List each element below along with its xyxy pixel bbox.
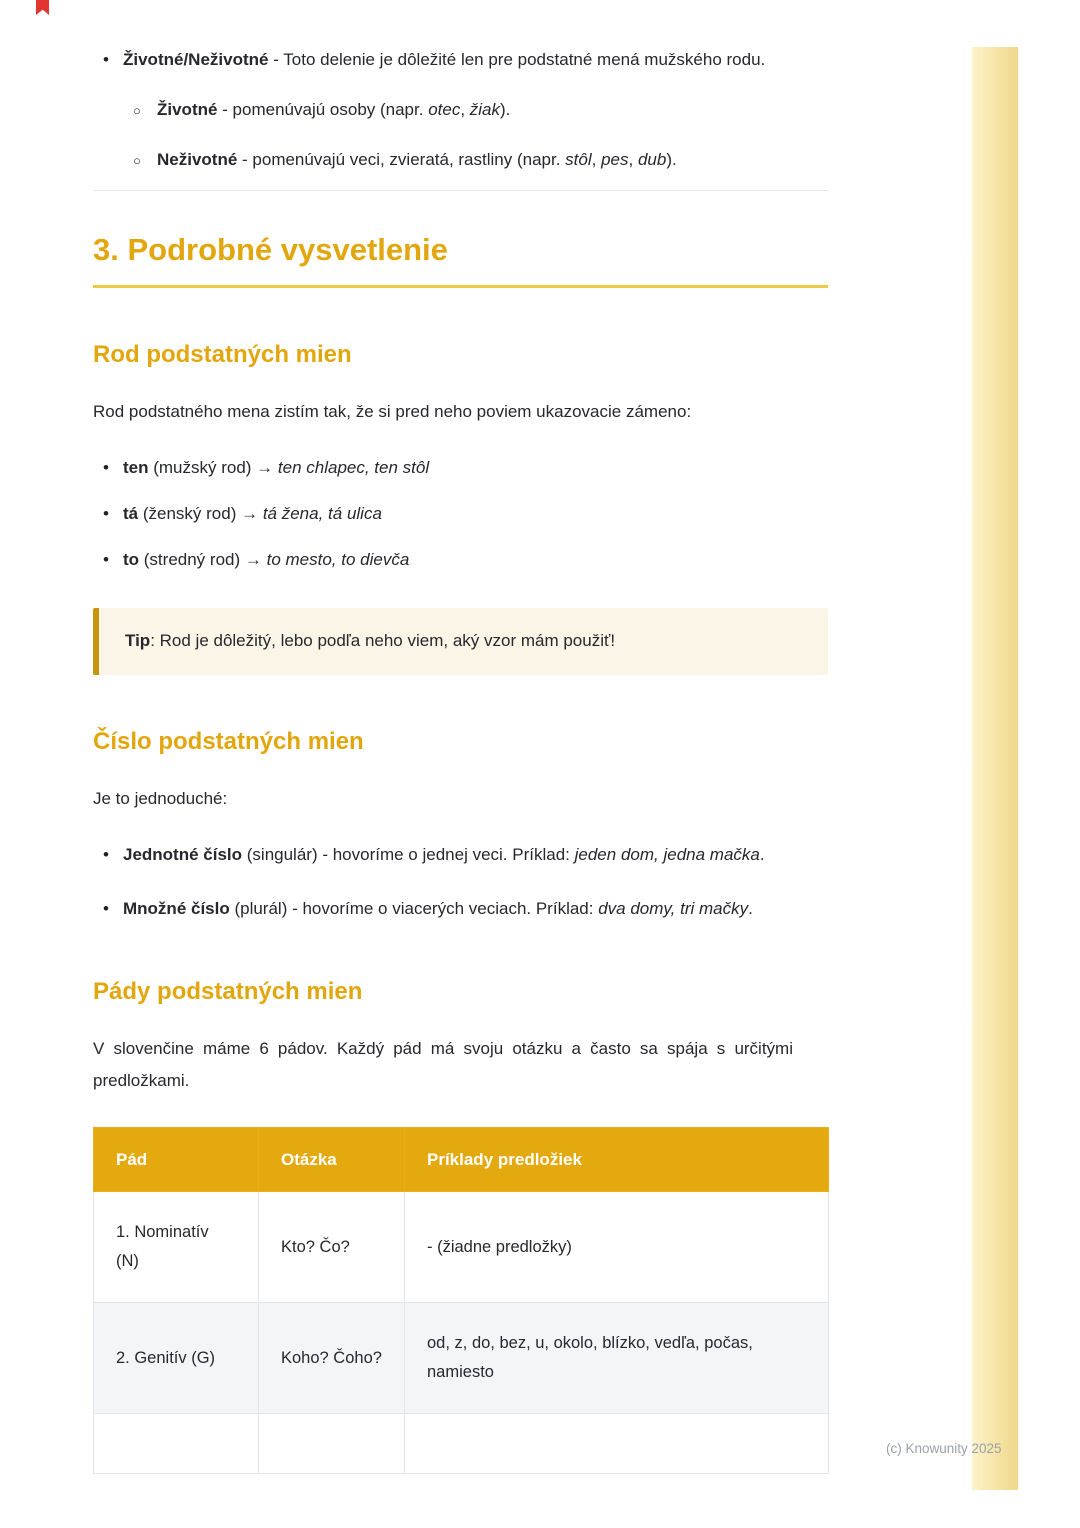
example-phrase: jeden dom, jedna mačka bbox=[574, 845, 760, 864]
separator-text: , bbox=[460, 100, 470, 119]
term-description: (stredný rod) → bbox=[139, 550, 267, 569]
term-label: Životné/Neživotné bbox=[123, 50, 269, 69]
subsection-heading-cislo: Číslo podstatných mien bbox=[93, 728, 364, 755]
table-cell-pad: 1. Nominatív (N) bbox=[94, 1192, 259, 1303]
animacy-list bbox=[93, 44, 828, 176]
closing-text: ). bbox=[500, 100, 511, 119]
list-item-text bbox=[123, 44, 788, 76]
example-word: žiak bbox=[469, 100, 501, 119]
list-item-text bbox=[123, 498, 788, 530]
example-word: otec bbox=[428, 100, 461, 119]
table-header-pad: Pád bbox=[94, 1128, 259, 1192]
list-item-text bbox=[157, 144, 822, 176]
subsection-heading-pady: Pády podstatných mien bbox=[93, 978, 363, 1005]
tip-callout bbox=[93, 608, 828, 675]
section-divider bbox=[93, 190, 828, 191]
table-cell-otazka: Koho? Čoho? bbox=[259, 1303, 405, 1414]
subsection-heading-rod: Rod podstatných mien bbox=[93, 341, 352, 368]
table-cell-predlozky: - (žiadne predložky) bbox=[405, 1192, 829, 1303]
table-header-otazka: Otázka bbox=[259, 1128, 405, 1192]
table-header-row bbox=[94, 1128, 829, 1192]
cases-table bbox=[93, 1127, 829, 1474]
example-phrase: ten chlapec, ten stôl bbox=[277, 458, 430, 477]
list-item-text bbox=[123, 839, 788, 871]
footer-credit: (c) Knowunity 2025 bbox=[886, 1441, 1002, 1456]
term-description: (mužský rod) → bbox=[148, 458, 278, 477]
table-cell-predlozky: od, z, do, bez, u, okolo, blízko, vedľa, počas, namiesto bbox=[405, 1303, 829, 1414]
term-label: Jednotné číslo bbox=[123, 845, 243, 864]
list-item bbox=[123, 94, 828, 126]
example-phrase: dva domy, tri mačky bbox=[598, 899, 749, 918]
paragraph: V slovenčine máme 6 pádov. Každý pád má svoju otázku a často sa spája s určitými predložkami. bbox=[93, 1039, 793, 1090]
table-head bbox=[94, 1128, 829, 1192]
term-label: tá bbox=[123, 504, 139, 523]
number-list bbox=[93, 839, 828, 925]
table-cell-otazka bbox=[259, 1414, 405, 1474]
term-label: Množné číslo bbox=[123, 899, 230, 918]
list-item-text bbox=[157, 94, 822, 126]
table-header-predlozky: Príklady predložiek bbox=[405, 1128, 829, 1192]
table-cell-predlozky bbox=[405, 1414, 829, 1474]
paragraph: Je to jednoduché: bbox=[93, 789, 228, 808]
term-description: (ženský rod) → bbox=[138, 504, 263, 523]
paragraph: Rod podstatného mena zistím tak, že si pred neho poviem ukazovacie zámeno: bbox=[93, 402, 692, 421]
example-phrase: tá žena, tá ulica bbox=[262, 504, 382, 523]
table-body bbox=[94, 1192, 829, 1474]
list-item bbox=[93, 498, 828, 530]
term-label: ten bbox=[123, 458, 149, 477]
list-item bbox=[93, 452, 828, 484]
list-item bbox=[93, 44, 828, 176]
term-description: - pomenúvajú osoby (napr. bbox=[217, 100, 429, 119]
example-word: dub bbox=[637, 150, 667, 169]
closing-text: . bbox=[748, 899, 753, 918]
term-description: - pomenúvajú veci, zvieratá, rastliny (napr. bbox=[237, 150, 566, 169]
list-item bbox=[93, 893, 828, 925]
tip-label: Tip bbox=[125, 631, 151, 650]
closing-text: ). bbox=[666, 150, 677, 169]
example-word: stôl bbox=[565, 150, 592, 169]
section-heading: 3. Podrobné vysvetlenie bbox=[93, 231, 828, 288]
example-phrase: to mesto, to dievča bbox=[266, 550, 410, 569]
separator-text: , bbox=[591, 150, 602, 169]
table-row bbox=[94, 1303, 829, 1414]
document-content bbox=[93, 44, 828, 1474]
table-row bbox=[94, 1192, 829, 1303]
tip-text: : Rod je dôležitý, lebo podľa neho viem, aký vzor mám použiť! bbox=[150, 631, 616, 650]
table-row bbox=[94, 1414, 829, 1474]
table-cell-otazka: Kto? Čo? bbox=[259, 1192, 405, 1303]
list-item-text bbox=[123, 452, 788, 484]
gender-list bbox=[93, 452, 828, 576]
table-cell-pad: 2. Genitív (G) bbox=[94, 1303, 259, 1414]
list-item-text bbox=[123, 544, 788, 576]
term-description: (plurál) - hovoríme o viacerých veciach. Príklad: bbox=[229, 899, 599, 918]
term-label: Životné bbox=[157, 100, 218, 119]
term-label: Neživotné bbox=[157, 150, 238, 169]
closing-text: . bbox=[759, 845, 765, 864]
red-corner-mark bbox=[36, 0, 49, 15]
list-item bbox=[93, 544, 828, 576]
animacy-sub-list bbox=[123, 94, 828, 176]
list-item bbox=[123, 144, 828, 176]
term-description: (singulár) - hovoríme o jednej veci. Príklad: bbox=[242, 845, 575, 864]
example-word: pes bbox=[601, 150, 629, 169]
term-label: to bbox=[123, 550, 140, 569]
term-description: - Toto delenie je dôležité len pre podstatné mená mužského rodu. bbox=[268, 50, 766, 69]
list-item bbox=[93, 839, 828, 871]
table-cell-pad bbox=[94, 1414, 259, 1474]
separator-text: , bbox=[628, 150, 638, 169]
right-yellow-stripe bbox=[972, 47, 1018, 1490]
list-item-text bbox=[123, 893, 788, 925]
